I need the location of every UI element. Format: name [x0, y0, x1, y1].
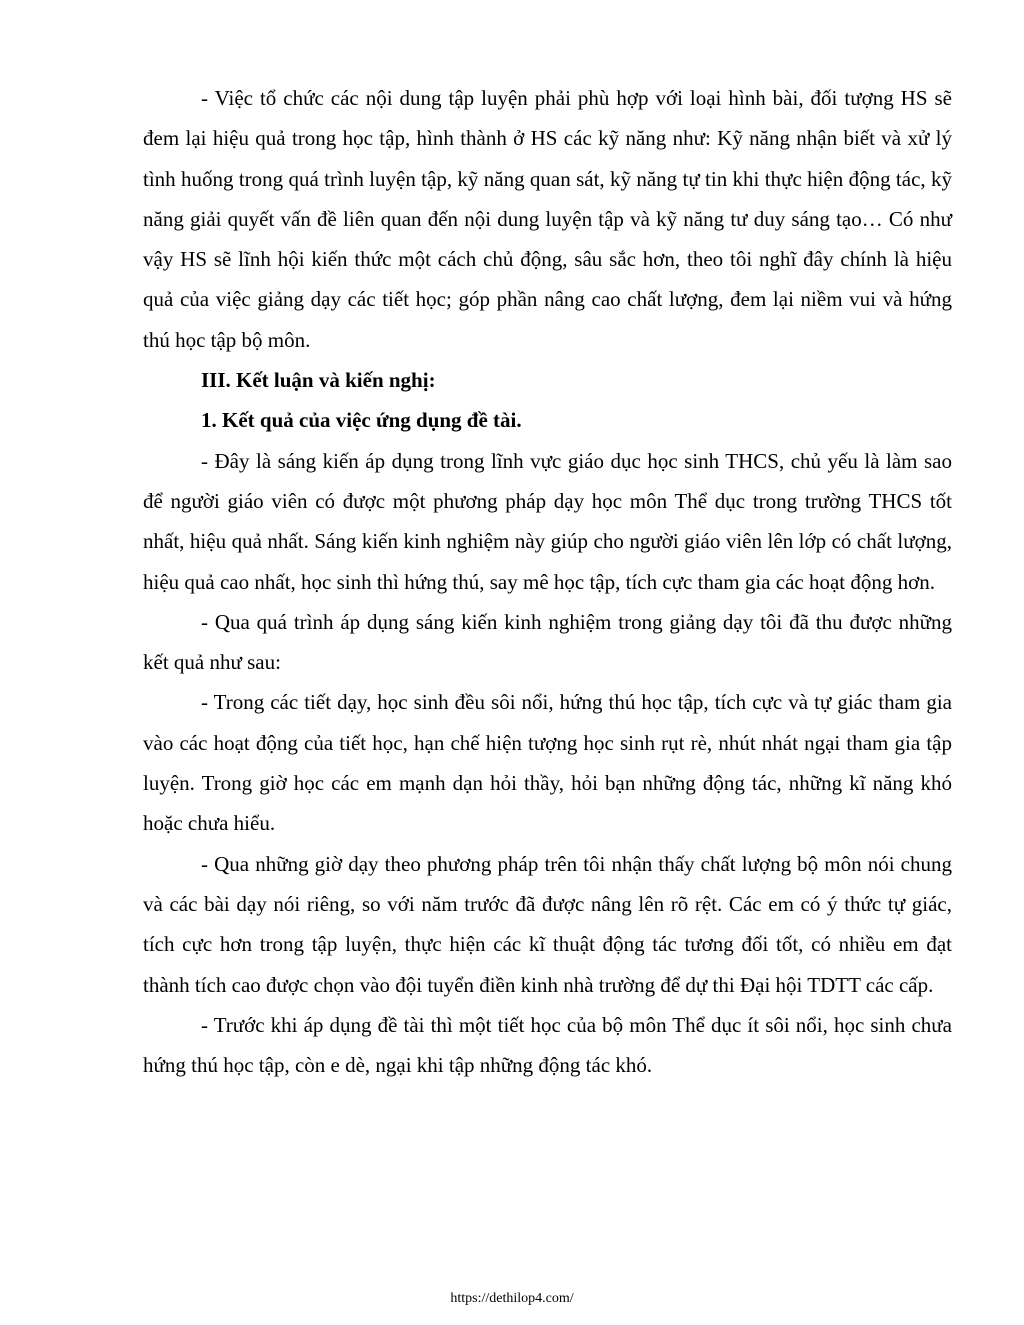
paragraph-before-application: - Trước khi áp dụng đề tài thì một tiết học của bộ môn Thể dục ít sôi nổi, học sinh chưa hứng thú học tập, còn e dè, ngại khi tập những động tác khó. [143, 1012, 952, 1078]
paragraph-results-intro: - Qua quá trình áp dụng sáng kiến kinh nghiệm trong giảng dạy tôi đã thu được những kết quả như sau: [143, 609, 952, 675]
paragraph-skills-summary: - Việc tổ chức các nội dung tập luyện phải phù hợp với loại hình bài, đối tượng HS sẽ đem lại hiệu quả trong học tập, hình thành ở HS các kỹ năng như: Kỹ năng nhận biết và xử lý tình huống trong quá trình luyện tập, kỹ năng quan sát, kỹ năng tự tin khi thực hiện động tác, kỹ năng giải quyết vấn đề liên quan đến nội dung luyện tập và kỹ năng tư duy sáng tạo… Có như vậy HS sẽ lĩnh hội kiến thức một cách chủ động, sâu sắc hơn, theo tôi nghĩ đây chính là hiệu quả của việc giảng dạy các tiết học; góp phần nâng cao chất lượng, đem lại niềm vui và hứng thú học tập bộ môn. [143, 86, 952, 352]
subsection-heading-results: 1. Kết quả của việc ứng dụng đề tài. [201, 408, 522, 433]
section-heading-conclusion: III. Kết luận và kiến nghị: [201, 368, 436, 393]
paragraph-student-engagement: - Trong các tiết dạy, học sinh đều sôi nổi, hứng thú học tập, tích cực và tự giác tham gia vào các hoạt động của tiết học, hạn chế hiện tượng học sinh rụt rè, nhút nhát ngại tham gia tập luyện. Trong giờ học các em mạnh dạn hỏi thầy, hỏi bạn những động tác, những kĩ năng khó hoặc chưa hiểu. [143, 690, 952, 836]
paragraph-quality-improvement: - Qua những giờ dạy theo phương pháp trên tôi nhận thấy chất lượng bộ môn nói chung và các bài dạy nói riêng, so với năm trước đã được nâng lên rõ rệt. Các em có ý thức tự giác, tích cực hơn trong tập luyện, thực hiện các kĩ thuật động tác tương đối tốt, có nhiều em đạt thành tích cao được chọn vào đội tuyển điền kinh nhà trường để dự thi Đại hội TDTT các cấp. [143, 851, 952, 997]
footer-url[interactable]: https://dethilop4.com/ [450, 1291, 574, 1306]
paragraph-initiative-description: - Đây là sáng kiến áp dụng trong lĩnh vực giáo dục học sinh THCS, chủ yếu là làm sao để người giáo viên có được một phương pháp dạy học môn Thể dục trong trường THCS tốt nhất, hiệu quả nhất. Sáng kiến kinh nghiệm này giúp cho người giáo viên lên lớp có chất lượng, hiệu quả cao nhất, học sinh thì hứng thú, say mê học tập, tích cực tham gia các hoạt động hơn. [143, 448, 952, 594]
document-body [143, 78, 952, 1085]
